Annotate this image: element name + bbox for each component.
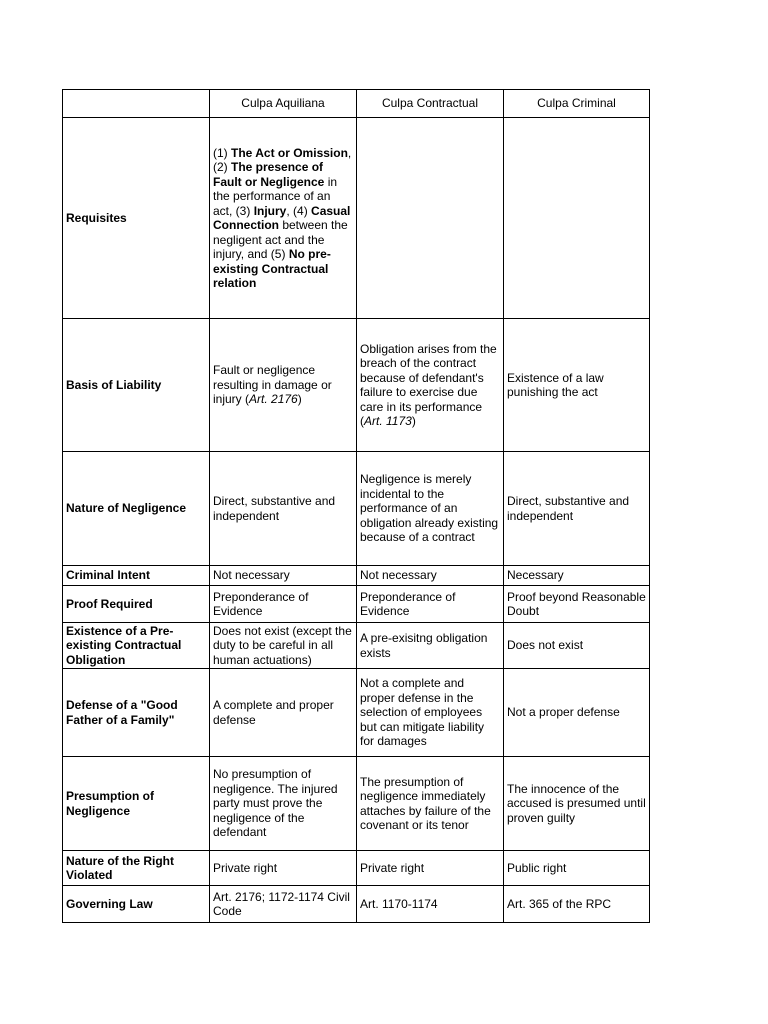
- cell-criminal: [504, 851, 650, 886]
- cell-text: Private right: [213, 860, 278, 875]
- header-culpa-aquiliana: Culpa Aquiliana: [210, 90, 357, 118]
- row-label: Defense of a "Good Father of a Family": [63, 669, 210, 757]
- cell-contractual: [357, 623, 504, 669]
- cell-aquiliana: [210, 319, 357, 452]
- cell-text: Negligence is merely incidental to the performance of an obligation already existing because of a contract: [360, 472, 499, 545]
- row-label: Basis of Liability: [63, 319, 210, 452]
- table-row: [63, 623, 650, 669]
- row-label: Requisites: [63, 118, 210, 319]
- cell-criminal: [504, 118, 650, 319]
- row-label: Criminal Intent: [63, 566, 210, 586]
- cell-text: Does not exist (except the duty to be careful in all human actuations): [213, 623, 352, 667]
- cell-criminal: [504, 586, 650, 623]
- cell-text: Direct, substantive and independent: [507, 494, 630, 523]
- cell-text: Does not exist: [507, 638, 584, 653]
- cell-text: A pre-exisitng obligation exists: [360, 631, 488, 660]
- cell-aquiliana: [210, 452, 357, 566]
- cell-text: ): [297, 392, 302, 407]
- cell-criminal: [504, 623, 650, 669]
- cell-text: Art. 365 of the RPC: [507, 896, 612, 911]
- table-row: [63, 452, 650, 566]
- cell-text: Art. 1170-1174: [360, 896, 438, 911]
- cell-text: Not necessary: [213, 568, 290, 583]
- cell-criminal: [504, 757, 650, 851]
- cell-text: Existence of a law punishing the act: [507, 370, 604, 399]
- table-row: [63, 566, 650, 586]
- row-label: Nature of the Right Violated: [63, 851, 210, 886]
- cell-criminal: [504, 566, 650, 586]
- cell-text: Private right: [360, 860, 425, 875]
- cell-text: Not a proper defense: [507, 705, 620, 720]
- table-row: [63, 886, 650, 923]
- table-row: [63, 118, 650, 319]
- cell-text: (1): [213, 145, 231, 160]
- cell-text: No presumption of negligence. The injured party must prove the negligence of the defendant: [213, 767, 338, 840]
- table-row: [63, 757, 650, 851]
- cell-text: in the performance of an act, (3): [213, 174, 338, 218]
- cell-text: , (2): [213, 145, 352, 174]
- table-row: [63, 319, 650, 452]
- table-row: [63, 586, 650, 623]
- cell-aquiliana: [210, 623, 357, 669]
- cell-contractual: [357, 886, 504, 923]
- cell-aquiliana: [210, 586, 357, 623]
- cell-contractual: [357, 669, 504, 757]
- row-label: Governing Law: [63, 886, 210, 923]
- cell-aquiliana: [210, 851, 357, 886]
- cell-aquiliana: [210, 886, 357, 923]
- table-row: [63, 669, 650, 757]
- cell-criminal: [504, 452, 650, 566]
- cell-contractual: [357, 851, 504, 886]
- row-label: Existence of a Pre-existing Contractual Obligation: [63, 623, 210, 669]
- cell-text: Casual Connection: [213, 203, 351, 232]
- cell-aquiliana: [210, 757, 357, 851]
- table-row: [63, 851, 650, 886]
- cell-aquiliana: [210, 118, 357, 319]
- cell-contractual: [357, 452, 504, 566]
- cell-text: Art. 2176; 1172-1174 Civil Code: [213, 889, 350, 918]
- cell-text: The Act or Omission: [231, 145, 348, 160]
- header-row: [63, 90, 650, 118]
- cell-text: , (4): [286, 203, 312, 218]
- header-cell-blank: [63, 90, 210, 118]
- cell-text: between the negligent act and the injury, and (5): [213, 218, 348, 261]
- cell-text: Necessary: [507, 568, 564, 583]
- row-label: Nature of Negligence: [63, 452, 210, 566]
- cell-text: No pre-existing Contractual relation: [213, 247, 331, 290]
- cell-text: Art. 1173: [364, 414, 412, 428]
- cell-text: Obligation arises from the breach of the contract because of defendant's failure to exercise due care in its performance (: [360, 341, 497, 428]
- cell-criminal: [504, 319, 650, 452]
- cell-text: A complete and proper defense: [213, 698, 334, 727]
- cell-text: Fault or negligence resulting in damage or injury (: [213, 363, 332, 407]
- cell-contractual: [357, 757, 504, 851]
- cell-text: ): [411, 414, 416, 428]
- cell-text: Not necessary: [360, 568, 437, 583]
- row-label: Presumption of Negligence: [63, 757, 210, 851]
- cell-text: Direct, substantive and independent: [213, 494, 336, 523]
- header-culpa-criminal: Culpa Criminal: [504, 90, 650, 118]
- cell-criminal: [504, 669, 650, 757]
- cell-text: Injury: [253, 203, 287, 218]
- comparison-table: [62, 89, 650, 923]
- cell-contractual: [357, 319, 504, 452]
- cell-text: Preponderance of Evidence: [360, 589, 456, 618]
- cell-text: The innocence of the accused is presumed until proven guilty: [507, 781, 646, 825]
- row-label: Proof Required: [63, 586, 210, 623]
- cell-contractual: [357, 586, 504, 623]
- cell-text: Proof beyond Reasonable Doubt: [507, 589, 646, 618]
- cell-contractual: [357, 118, 504, 319]
- cell-text: Not a complete and proper defense in the selection of employees but can mitigate liability for damages: [360, 676, 485, 749]
- cell-criminal: [504, 886, 650, 923]
- cell-contractual: [357, 566, 504, 586]
- cell-aquiliana: [210, 566, 357, 586]
- header-culpa-contractual: Culpa Contractual: [357, 90, 504, 118]
- cell-text: The presence of Fault or Negligence: [213, 160, 325, 189]
- cell-text: Public right: [507, 860, 567, 875]
- cell-text: Art. 2176: [249, 392, 298, 407]
- cell-aquiliana: [210, 669, 357, 757]
- cell-text: Preponderance of Evidence: [213, 589, 309, 618]
- cell-text: The presumption of negligence immediately attaches by failure of the covenant or its tenor: [360, 774, 491, 832]
